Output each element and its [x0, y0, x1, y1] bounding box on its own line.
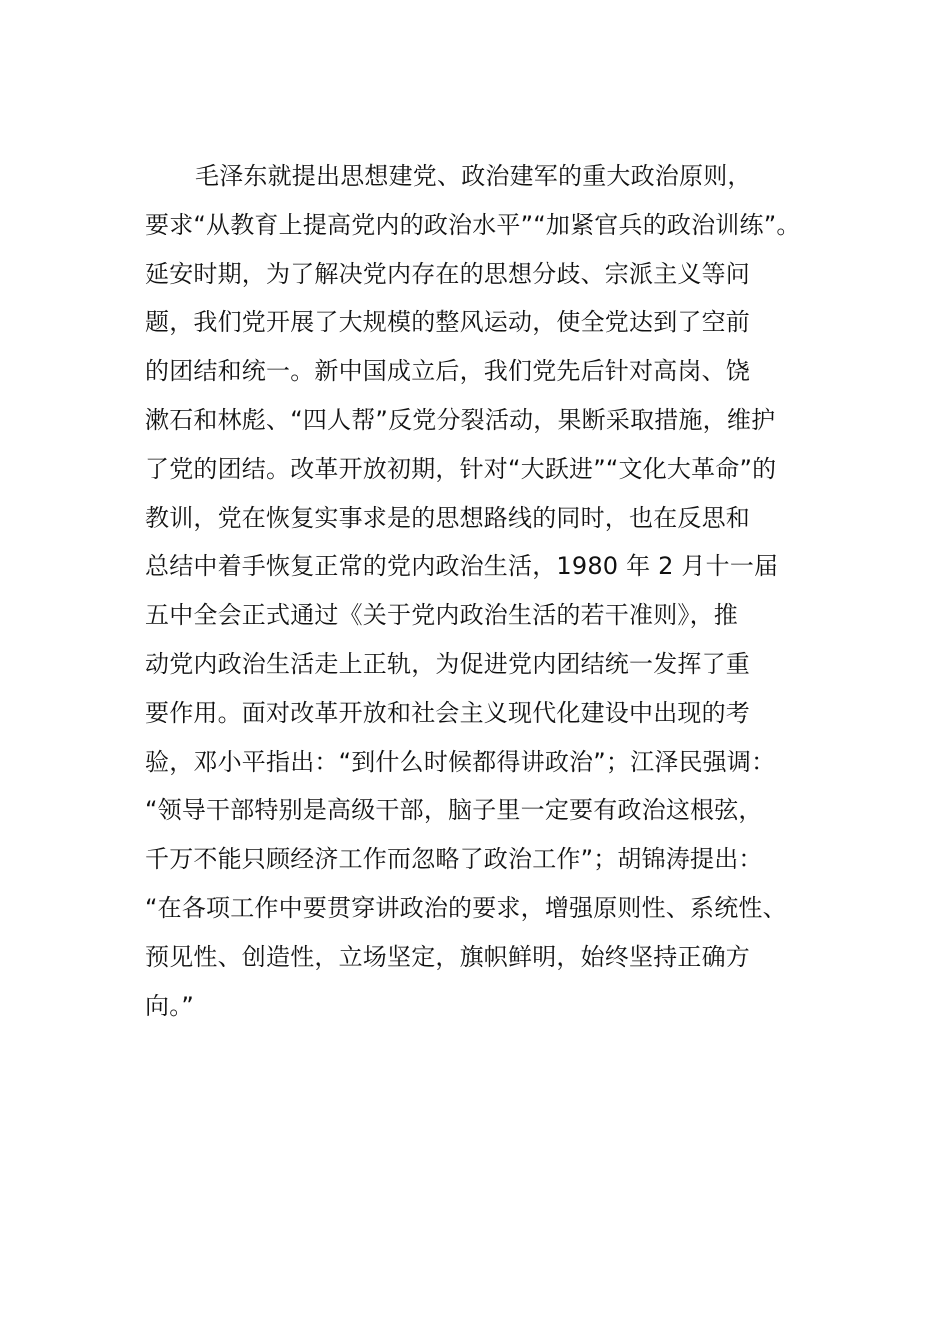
text-line: 总结中着手恢复正常的党内政治生活，1980 年 2 月十一届 [145, 552, 779, 581]
text-line: 要求“从教育上提高党内的政治水平”“加紧官兵的政治训练”。 [145, 210, 801, 239]
text-line: 延安时期，为了解决党内存在的思想分歧、宗派主义等问 [145, 259, 750, 288]
text-line: 千万不能只顾经济工作而忽略了政治工作”；胡锦涛提出： [145, 845, 763, 874]
text-line: 五中全会正式通过《关于党内政治生活的若干准则》，推 [145, 601, 738, 630]
text-line: 题，我们党开展了大规模的整风运动，使全党达到了空前 [145, 308, 750, 337]
text-line: “在各项工作中要贯穿讲政治的要求，增强原则性、系统性、 [145, 893, 787, 922]
text-line: 教训，党在恢复实事求是的思想路线的同时，也在反思和 [145, 503, 750, 532]
text-line: 毛泽东就提出思想建党、政治建军的重大政治原则， [195, 162, 752, 190]
body-paragraph [145, 152, 845, 1030]
text-line: 预见性、创造性，立场坚定，旗帜鲜明，始终坚持正确方 [145, 942, 750, 971]
text-line: 动党内政治生活走上正轨，为促进党内团结统一发挥了重 [145, 649, 750, 678]
text-line: 的团结和统一。新中国成立后，我们党先后针对高岗、饶 [145, 357, 750, 386]
text-line: 漱石和林彪、“四人帮”反党分裂活动，果断采取措施，维护 [145, 405, 776, 434]
text-line: 要作用。面对改革开放和社会主义现代化建设中出现的考 [145, 698, 750, 727]
text-line: “领导干部特别是高级干部，脑子里一定要有政治这根弦， [145, 796, 763, 825]
text-line: 了党的团结。改革开放初期，针对“大跃进”“文化大革命”的 [145, 454, 777, 483]
text-line: 验，邓小平指出：“到什么时候都得讲政治”；江泽民强调： [145, 747, 776, 776]
text-line: 向。” [145, 991, 195, 1020]
